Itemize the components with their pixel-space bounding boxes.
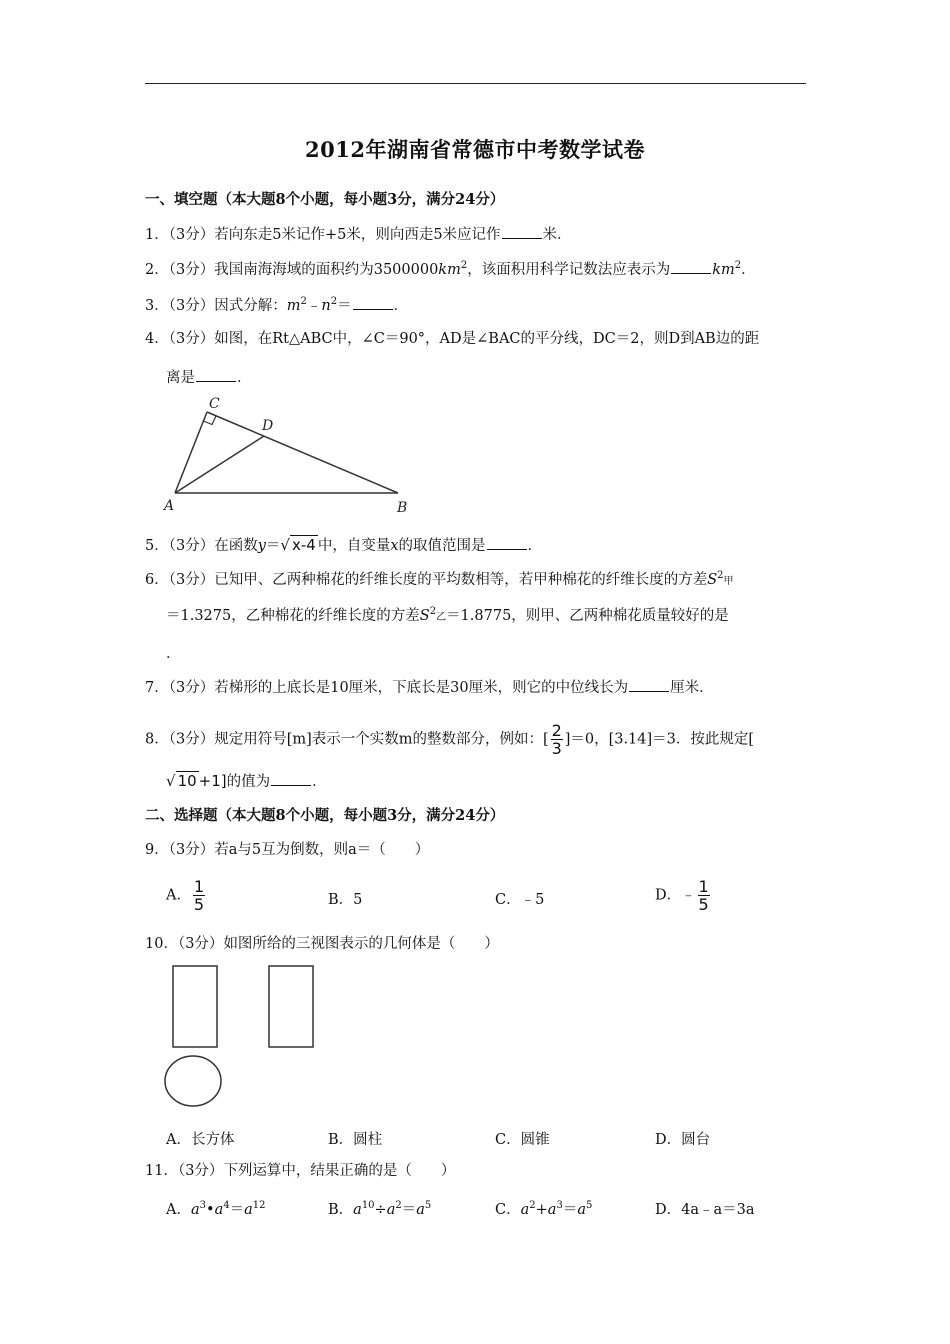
option-a[interactable]: A．$a^3•a^4=a^{12}$ <box>166 1200 266 1218</box>
option-d[interactable]: D．﹣ $\frac{1}{5}$ <box>655 877 709 914</box>
label-b: B <box>397 500 408 516</box>
question-8-cont: √ 10 +1]的值为 ． <box>166 772 327 790</box>
option-d[interactable]: D．4a﹣a＝3a <box>655 1202 755 1218</box>
option-d[interactable]: D．圆台 <box>655 1132 711 1148</box>
question-8: 8．（3分）规定用符号[m]表示一个实数m的整数部分，例如：[ $\frac{2}{3}$ ]＝0，[3.14]＝3．按此规定[ <box>145 721 755 758</box>
option-b[interactable]: B．$a^{10}\div a^2=a^5$ <box>328 1200 432 1218</box>
option-c[interactable]: C．$a^2+a^3=a^5$ <box>495 1200 593 1218</box>
question-1: 1．（3分）若向东走5米记作+5米，则向西走5米应记作 米． <box>145 224 572 245</box>
question-5: 5．（3分）在函数y＝√ x-4 中，自变量x的取值范围是 ． <box>145 536 543 554</box>
sqrt-expression: √ x-4 <box>280 536 316 554</box>
label-c: C <box>209 396 220 412</box>
section-1-heading: 一、填空题（本大题8个小题，每小题3分，满分24分） <box>145 191 505 208</box>
question-4: 4．（3分）如图，在Rt△ABC中，∠C＝90°，AD是∠BAC的平分线，DC＝2，则D到AB边的距 <box>145 331 760 347</box>
page-title: 2012年湖南省常德市中考数学试卷 <box>305 137 645 162</box>
side-view <box>269 966 313 1047</box>
option-c[interactable]: C．圆锥 <box>495 1132 550 1148</box>
question-6: 6．（3分）已知甲、乙两种棉花的纤维长度的平均数相等，若甲种棉花的纤维长度的方差$S^2$甲 <box>145 570 734 588</box>
option-a[interactable]: A．长方体 <box>166 1132 235 1148</box>
option-a[interactable]: A． $\frac{1}{5}$ <box>166 877 205 914</box>
fraction-one-fifth: $\frac{1}{5}$ <box>698 877 709 914</box>
label-a: A <box>164 498 175 514</box>
question-4-cont: 离是 ． <box>166 367 252 388</box>
question-2: 2．（3分）我国南海海域的面积约为$3500000km^2$，该面积用科学记数法应表示为 $km^2$． <box>145 260 756 278</box>
question-10: 10．（3分）如图所给的三视图表示的几何体是（ ） <box>145 936 499 952</box>
fraction-two-thirds: $\frac{2}{3}$ <box>551 721 562 758</box>
fraction-one-fifth: $\frac{1}{5}$ <box>193 877 205 914</box>
question-9: 9．（3分）若a与5互为倒数，则a＝（ ） <box>145 842 430 858</box>
top-view <box>165 1056 221 1106</box>
option-b[interactable]: B．圆柱 <box>328 1132 383 1148</box>
question-6-cont: ＝1.3275，乙种棉花的纤维长度的方差$S^2$乙＝1.8775，则甲、乙两种棉花质量较好的是 <box>166 606 729 624</box>
question-11: 11．（3分）下列运算中，结果正确的是（ ） <box>145 1163 456 1179</box>
option-b[interactable]: B．5 <box>328 892 363 908</box>
option-c[interactable]: C．﹣5 <box>495 892 545 908</box>
front-view <box>173 966 217 1047</box>
question-6-end: ． <box>166 646 181 662</box>
label-d: D <box>262 418 274 434</box>
section-2-heading: 二、选择题（本大题8个小题，每小题3分，满分24分） <box>145 807 505 824</box>
question-3: 3．（3分）因式分解：$m^2﹣n^2=$ ． <box>145 296 409 314</box>
question-7: 7．（3分）若梯形的上底长是10厘米，下底长是30厘米，则它的中位线长为 厘米． <box>145 677 714 698</box>
sqrt-expression: √ 10 <box>166 772 197 790</box>
